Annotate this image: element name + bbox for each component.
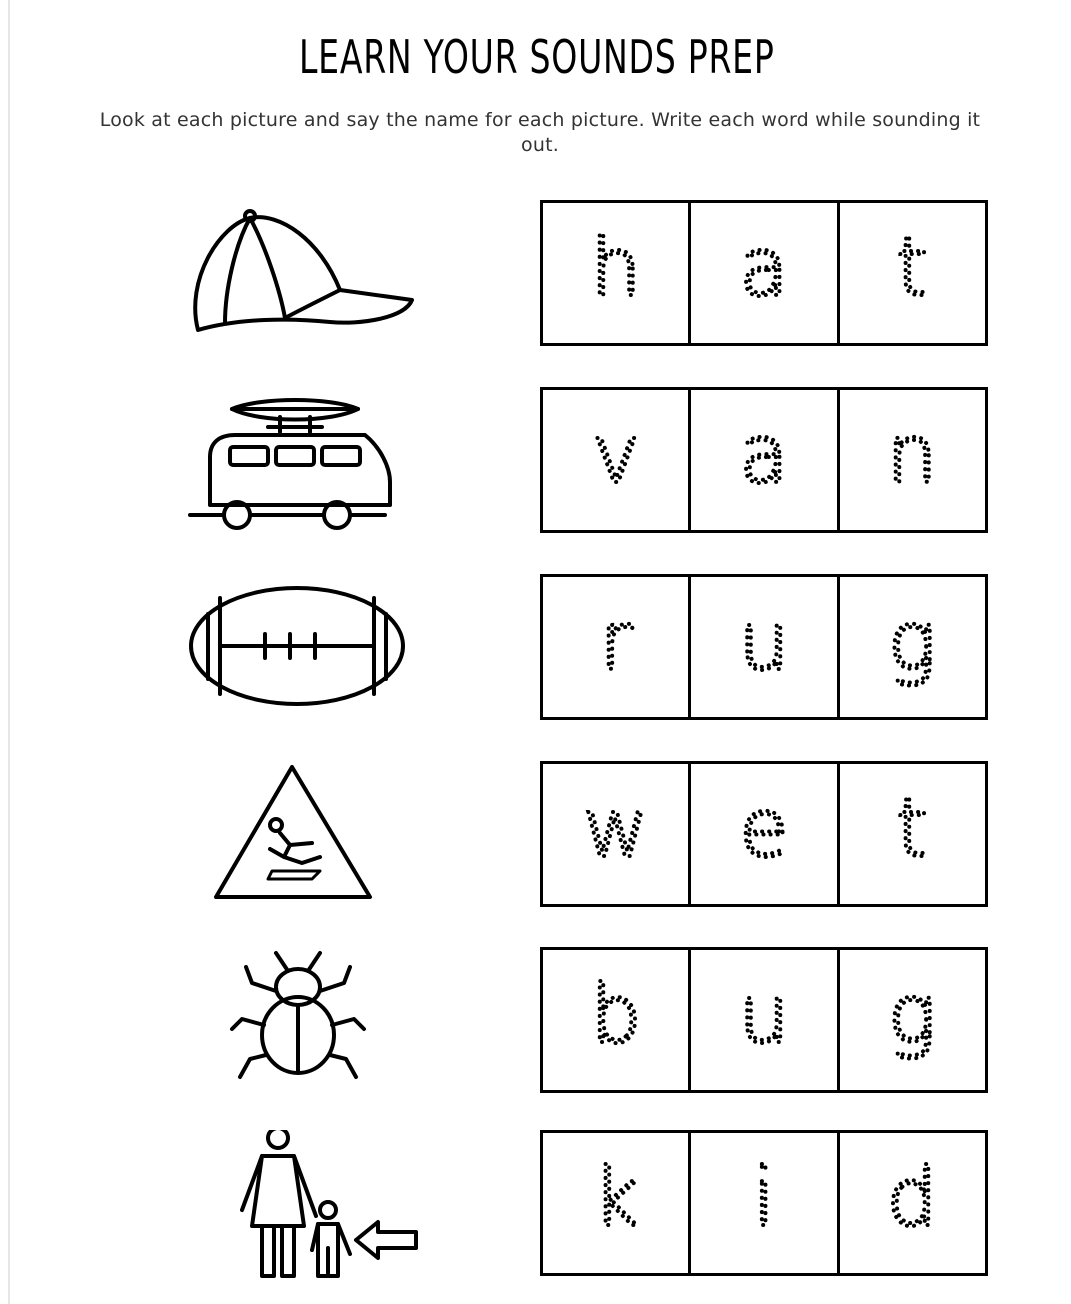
letter-box[interactable] [543, 203, 691, 343]
letter-box[interactable] [543, 577, 691, 717]
word-row [0, 1130, 1071, 1280]
svg-text:u [739, 597, 790, 688]
letter-box[interactable] [543, 1133, 691, 1273]
trace-letter [877, 1153, 947, 1253]
svg-text:g [888, 970, 936, 1061]
rugby-ball-icon [180, 574, 420, 724]
svg-text:a [739, 223, 788, 314]
letter-box[interactable] [543, 950, 691, 1090]
letter-box[interactable] [691, 390, 839, 530]
svg-text:g [888, 597, 936, 688]
wet-floor-sign-icon [180, 761, 420, 911]
letter-box[interactable] [543, 764, 691, 904]
instructions-text: Look at each picture and say the name for each picture. Write each word while sounding it out. [99, 109, 981, 156]
parent-and-kid-icon [180, 1130, 420, 1280]
svg-text:a [739, 410, 788, 501]
svg-text:d [887, 1153, 938, 1244]
word-row [0, 574, 1071, 724]
svg-text:k [592, 1153, 638, 1244]
letter-box[interactable] [840, 577, 985, 717]
baseball-cap-icon [180, 200, 420, 350]
word-row [0, 761, 1071, 911]
letter-boxes [540, 574, 988, 720]
svg-text:r [599, 597, 632, 688]
svg-text:i [753, 1153, 775, 1244]
trace-letter [729, 597, 799, 697]
trace-letter [729, 410, 799, 510]
svg-text:t [897, 223, 928, 314]
svg-text:u [739, 970, 790, 1061]
trace-letter [877, 597, 947, 697]
letter-boxes [540, 200, 988, 346]
letter-box[interactable] [840, 390, 985, 530]
svg-text:w [583, 784, 648, 875]
trace-letter [729, 223, 799, 323]
svg-text:n [887, 410, 938, 501]
letter-box[interactable] [691, 764, 839, 904]
svg-text:t [897, 784, 928, 875]
trace-letter [729, 784, 799, 884]
trace-letter [877, 970, 947, 1070]
letter-box[interactable] [691, 1133, 839, 1273]
letter-box[interactable] [840, 203, 985, 343]
trace-letter [877, 784, 947, 884]
trace-letter [581, 1153, 651, 1253]
svg-text:e [739, 784, 788, 875]
letter-box[interactable] [691, 950, 839, 1090]
svg-text:h [590, 223, 641, 314]
letter-box[interactable] [543, 390, 691, 530]
letter-box[interactable] [840, 764, 985, 904]
trace-letter [581, 223, 651, 323]
bug-icon [180, 947, 420, 1097]
van-icon [180, 387, 420, 537]
letter-boxes [540, 761, 988, 907]
trace-letter [581, 970, 651, 1070]
letter-box[interactable] [691, 577, 839, 717]
svg-text:b [590, 970, 641, 1061]
letter-boxes [540, 947, 988, 1093]
trace-letter [877, 410, 947, 510]
svg-text:v [592, 410, 639, 501]
trace-letter [581, 784, 651, 884]
trace-letter [581, 597, 651, 697]
letter-boxes [540, 1130, 988, 1276]
trace-letter [877, 223, 947, 323]
word-row [0, 947, 1071, 1097]
trace-letter [729, 970, 799, 1070]
letter-box[interactable] [840, 1133, 985, 1273]
word-row [0, 387, 1071, 537]
letter-boxes [540, 387, 988, 533]
letter-box[interactable] [840, 950, 985, 1090]
trace-letter [729, 1153, 799, 1253]
page-title: LEARN YOUR SOUNDS PREP [299, 30, 775, 84]
letter-box[interactable] [691, 203, 839, 343]
word-row [0, 200, 1071, 350]
trace-letter [581, 410, 651, 510]
